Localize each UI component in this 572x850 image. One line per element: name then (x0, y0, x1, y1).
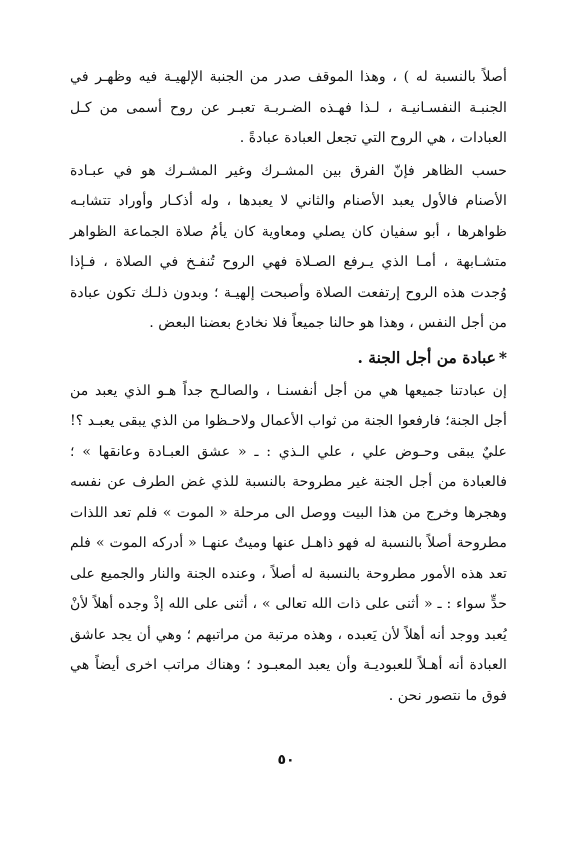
asterisk-bullet: * (498, 347, 507, 367)
paragraph-3: إن عبادتنا جميعها هي من أجل أنفسنـا ، والصالـح جداً هـو الذي يعبد من أجل الجنة؛ فارفعوا الجنة من ثواب الأعمال ولاحـظوا من الذي يبقى يعبـد ؟! عليٌ يبقى وحـوض علي ، علي الـذي : ـ « عشق العبـادة وعانقها » ؛ فالعبادة من أجل الجنة غير مطروحة بالنسبة للذي غض الطرف عن نفسه وهجرها وخرج من هذا البيت ووصل الى مرحلة « الموت » فلم تعد اللذات مطروحة أصلاً بالنسبة له فهو ذاهـل عنها وميتٌ عنهـا « أدركه الموت » فلم تعد هذه الأمور مطروحة بالنسبة له أصلاً ، وعنده الجنة والنار والجميع على حدٍّ سواء : ـ « أثنى على ذات الله تعالى » ، أثنى على الله إذْ وجده أهلاً لأنْ يُعبد ووجد أنه أهلاً لأن يَعبده ، وهذه مرتبة من مراتبهم ؛ وهي أن يجد عاشق العبادة أنه أهـلاً للعبوديـة وأن يعبد المعبـود ؛ وهناك مراتب اخرى أيضاً هي فوق ما نتصور نحن . (70, 382, 507, 704)
page-body (70, 62, 507, 711)
paragraph-2: حسب الظاهر فإنّ الفرق بين المشـرك وغير المشـرك هو في عبـادة الأصنام فالأول يعبد الأصنام والثاني لا يعبدها ، وله أذكـار وأوراد تتشابـه ظواهرها ، أبو سفيان كان يصلي ومعاوية كان يأمُ صلاة الجماعة الظواهر متشـابهة ، أمـا الذي يـرفع الصـلاة فهي الروح تُنفـخ في الصلاة ، فـإذا وُجدت هذه الروح إرتفعت الصلاة وأصبحت إلهيـة ؛ وبدون ذلـك تكون عبادة من أجل النفس ، وهذا هو حالنا جميعاً فلا نخادع بعضنا البعض . (70, 162, 507, 331)
section-heading (70, 343, 507, 373)
page-number: ٥٠ (277, 752, 295, 768)
paragraph-1: أصلاً بالنسبة له ) ، وهذا الموقف صدر من الجنبة الإلهيـة فيه وظهـر في الجنبـة النفسـانيـة ، لـذا فهـذه الضـربـة تعبـر عن روح أسمى من كـل العبادات ، هي الروح التي تجعل العبادة عبادةً . (70, 69, 507, 146)
section-heading-text: عبادة من أجل الجنة . (357, 347, 496, 367)
